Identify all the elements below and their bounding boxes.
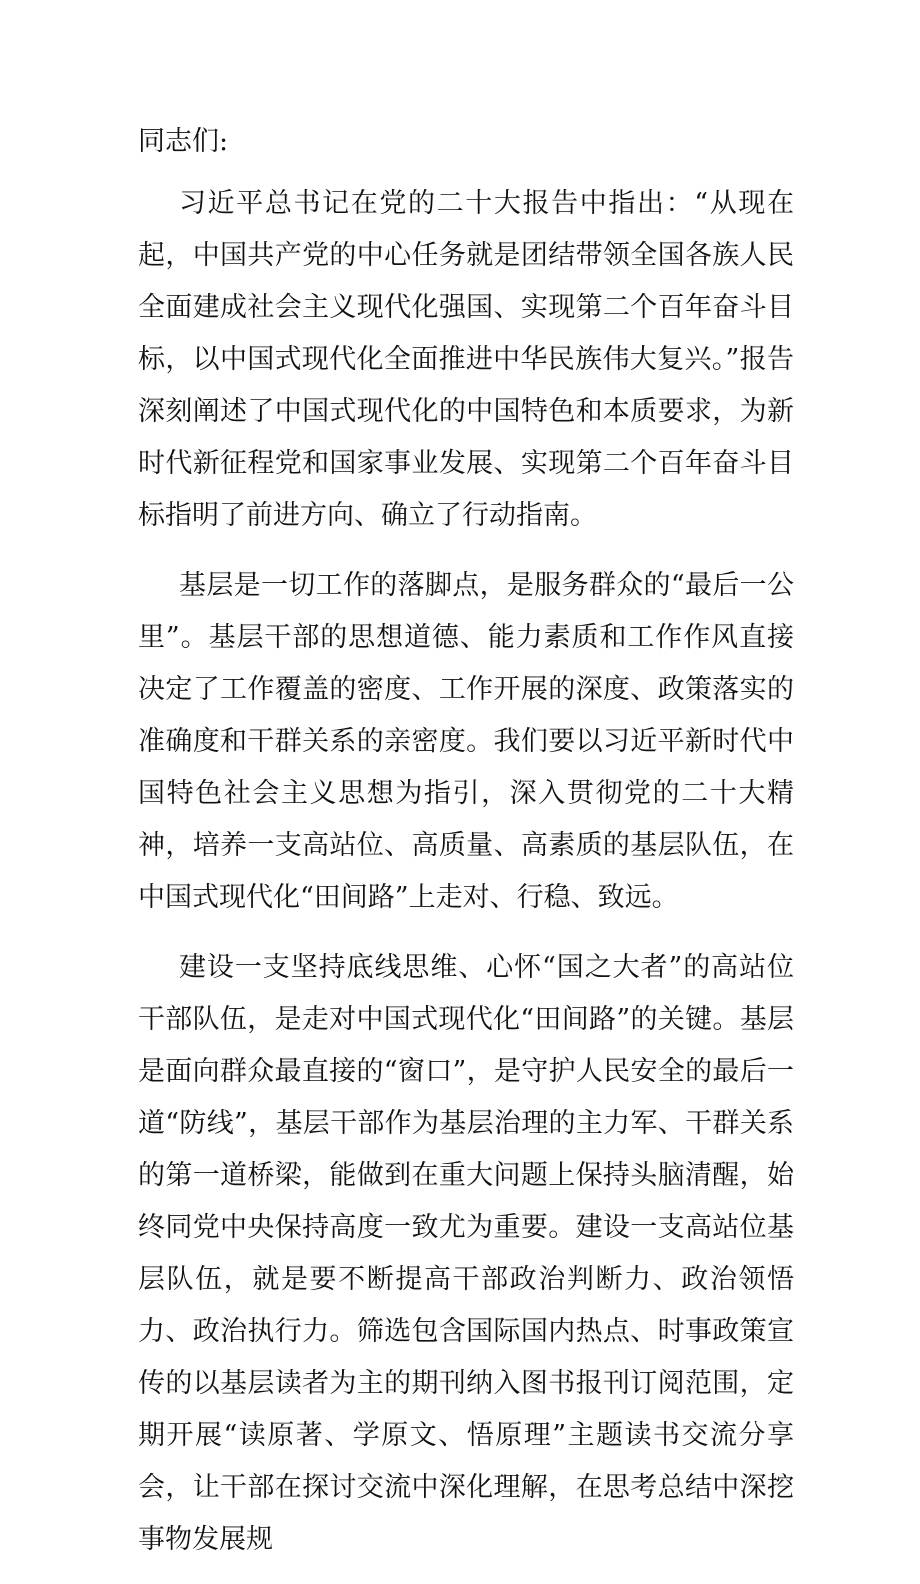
paragraph-3: 建设一支坚持底线思维、心怀“国之大者”的高站位干部队伍，是走对中国式现代化“田间路”的关键。基层是面向群众最直接的“窗口”，是守护人民安全的最后一道“防线”，基层干部作为基层治理的主力军、干群关系的第一道桥梁，能做到在重大问题上保持头脑清醒，始终同党中央保持高度一致尤为重要。建设一支高站位基层队伍，就是要不断提高干部政治判断力、政治领悟力、政治执行力。筛选包含国际国内热点、时事政策宣传的以基层读者为主的期刊纳入图书报刊订阅范围，定期开展“读原著、学原文、悟原理”主题读书交流分享会，让干部在探讨交流中深化理解，在思考总结中深挖事物发展规 xyxy=(138,952,794,1555)
paragraph-2: 基层是一切工作的落脚点，是服务群众的“最后一公里”。基层干部的思想道德、能力素质和工作作风直接决定了工作覆盖的密度、工作开展的深度、政策落实的准确度和干群关系的亲密度。我们要以习近平新时代中国特色社会主义思想为指引，深入贯彻党的二十大精神，培养一支高站位、高质量、高素质的基层队伍，在中国式现代化“田间路”上走对、行稳、致远。 xyxy=(138,570,794,913)
paragraph-1: 习近平总书记在党的二十大报告中指出：“从现在起，中国共产党的中心任务就是团结带领全国各族人民全面建成社会主义现代化强国、实现第二个百年奋斗目标，以中国式现代化全面推进中华民族伟大复兴。”报告深刻阐述了中国式现代化的中国特色和本质要求，为新时代新征程党和国家事业发展、实现第二个百年奋斗目标指明了前进方向、确立了行动指南。 xyxy=(138,188,794,531)
salutation: 同志们: xyxy=(138,126,229,157)
document-body xyxy=(138,116,794,1584)
